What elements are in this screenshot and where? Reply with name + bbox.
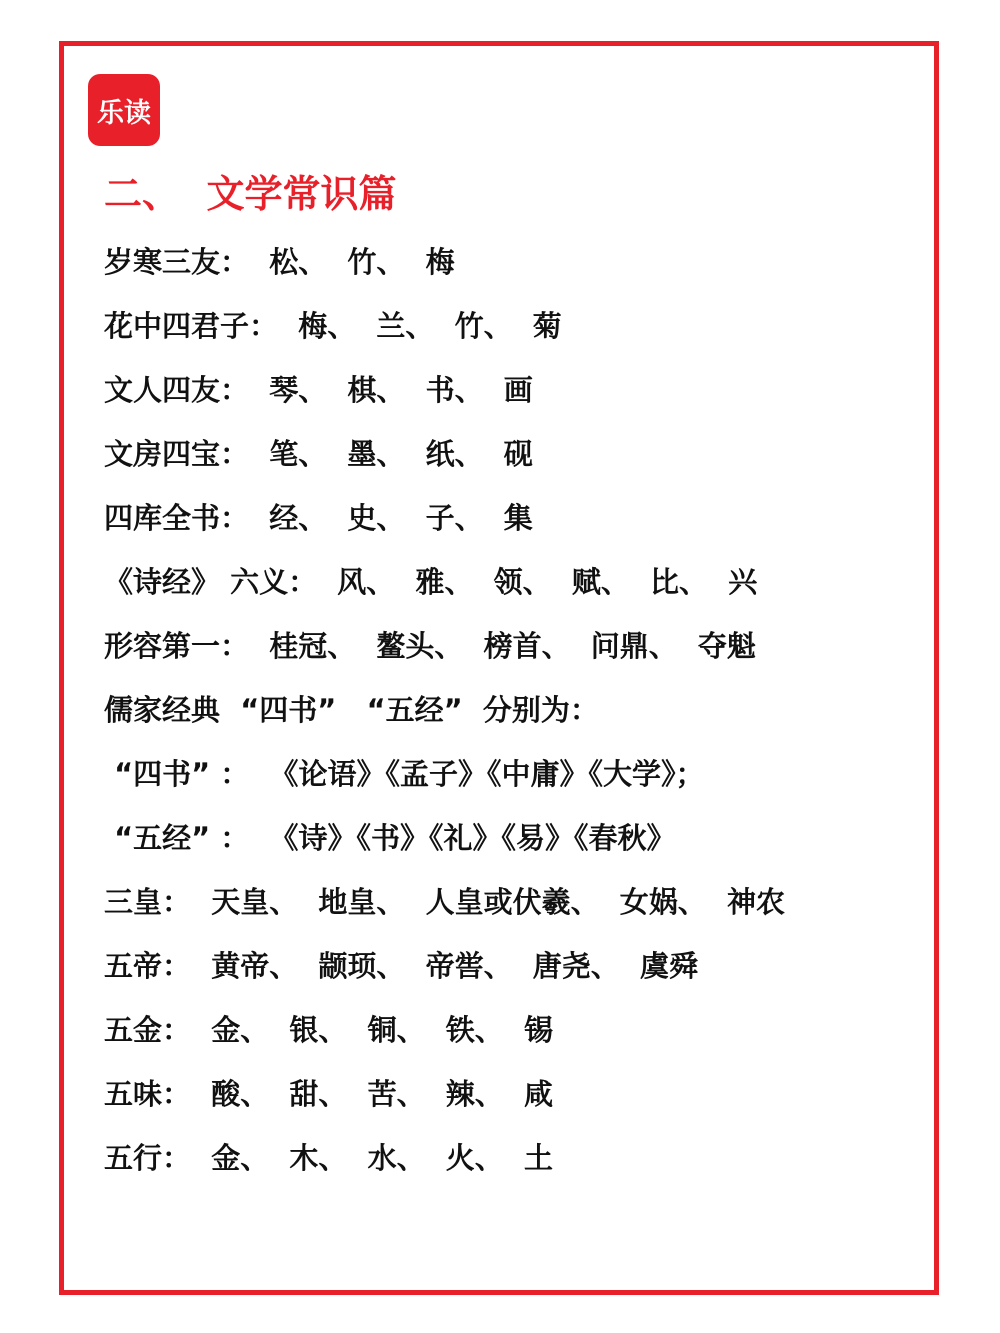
app-logo-text: 乐读 — [97, 97, 151, 129]
app-logo — [88, 74, 160, 146]
text-line: 文人四友： 琴、 棋、 书、 画 — [104, 373, 533, 407]
text-line: 文房四宝： 笔、 墨、 纸、 砚 — [104, 437, 533, 471]
text-line: 四库全书： 经、 史、 子、 集 — [104, 501, 533, 535]
text-line: 五行： 金、 木、 水、 火、 土 — [104, 1141, 553, 1175]
text-line: 形容第一： 桂冠、 鳌头、 榜首、 问鼎、 夺魁 — [104, 629, 756, 663]
text-line: 五味： 酸、 甜、 苦、 辣、 咸 — [104, 1077, 553, 1111]
text-line: 五金： 金、 银、 铜、 铁、 锡 — [104, 1013, 553, 1047]
text-line: 花中四君子： 梅、 兰、 竹、 菊 — [104, 309, 562, 343]
text-line: 岁寒三友： 松、 竹、 梅 — [104, 245, 455, 279]
text-line: 《诗经》 六义： 风、 雅、 领、 赋、 比、 兴 — [104, 565, 758, 599]
text-line: “五经” ： 《诗》《书》《礼》《易》《春秋》 — [104, 821, 676, 855]
section-heading: 二、 文学常识篇 — [104, 172, 397, 216]
text-line: “四书” ： 《论语》《孟子》《中庸》《大学》； — [104, 757, 705, 791]
text-line: 三皇： 天皇、 地皇、 人皇或伏羲、 女娲、 神农 — [104, 885, 785, 919]
text-line: 儒家经典 “四书” “五经” 分别为： — [104, 693, 599, 727]
text-line: 五帝： 黄帝、 颛顼、 帝喾、 唐尧、 虞舜 — [104, 949, 698, 983]
